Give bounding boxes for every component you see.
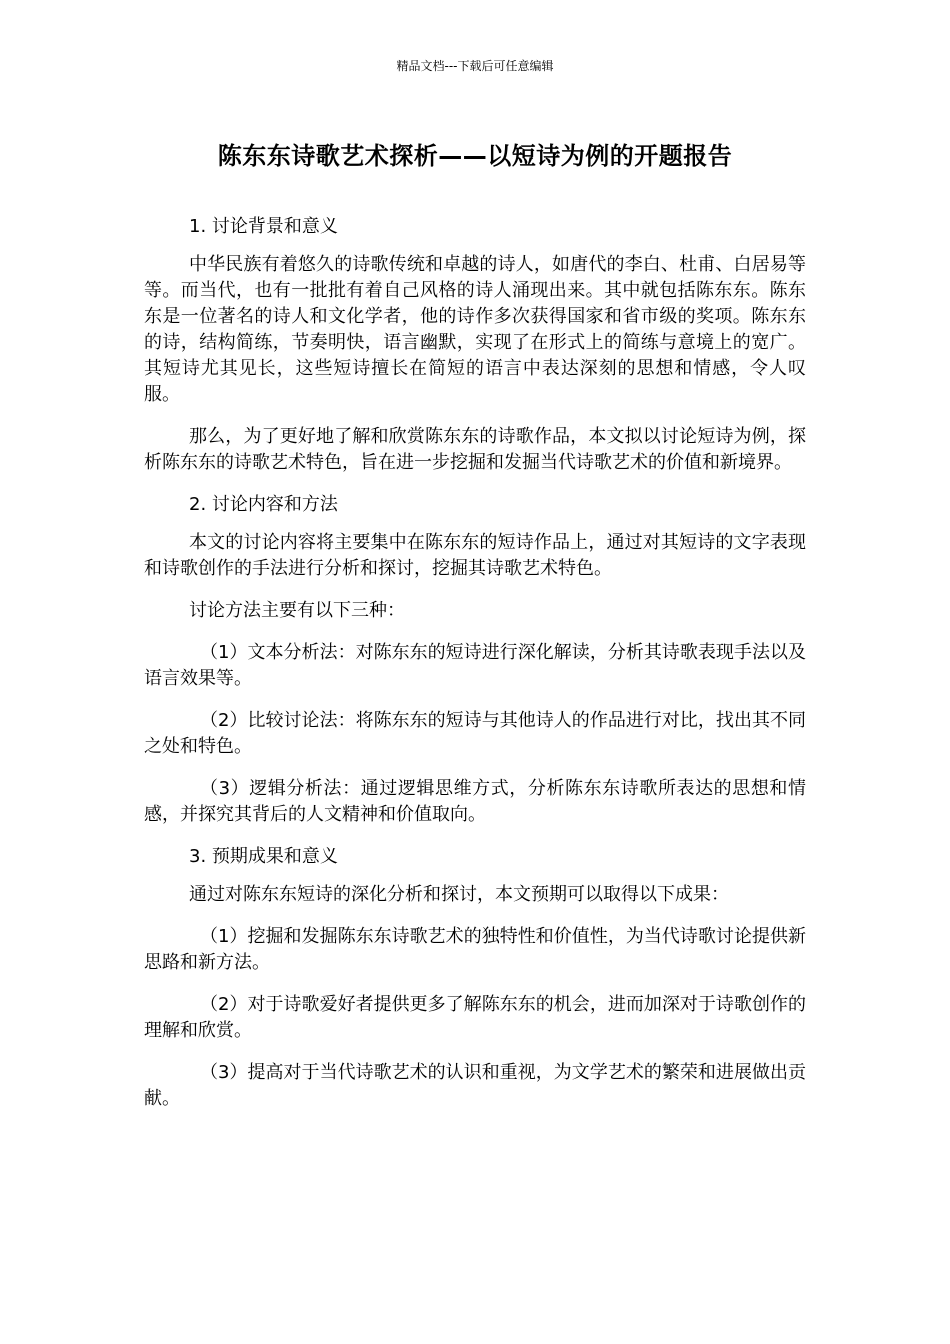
- section-2-paragraph-2: 讨论方法主要有以下三种：: [189, 600, 405, 621]
- document-title: 陈东东诗歌艺术探析——以短诗为例的开题报告: [217, 142, 733, 170]
- section-2-paragraph-1: 本文的讨论内容将主要集中在陈东东的短诗作品上，通过对其短诗的文字表现和诗歌创作的手法进行分析和探讨，挖掘其诗歌艺术特色。: [144, 532, 806, 579]
- page-header: 精品文档---下载后可任意编辑: [396, 59, 554, 73]
- section-2-list-item-3: （3）逻辑分析法：通过逻辑思维方式，分析陈东东诗歌所表达的思想和情感，并探究其背后的人文精神和价值取向。: [144, 778, 806, 825]
- section-3-list-item-3: （3）提高对于当代诗歌艺术的认识和重视，为文学艺术的繁荣和进展做出贡献。: [144, 1062, 806, 1109]
- section-3-heading: 3. 预期成果和意义: [189, 846, 338, 867]
- document-body: [144, 214, 806, 1128]
- section-1-paragraph-1: 中华民族有着悠久的诗歌传统和卓越的诗人，如唐代的李白、杜甫、白居易等等。而当代，也有一批批有着自己风格的诗人涌现出来。其中就包括陈东东。陈东东是一位著名的诗人和文化学者，他的诗作多次获得国家和省市级的奖项。陈东东的诗，结构简练，节奏明快，语言幽默，实现了在形式上的简练与意境上的宽广。其短诗尤其见长，这些短诗擅长在简短的语言中表达深刻的思想和情感，令人叹服。: [144, 254, 806, 405]
- section-3-paragraph-1: 通过对陈东东短诗的深化分析和探讨，本文预期可以取得以下成果：: [189, 884, 729, 905]
- section-2-list-item-2: （2）比较讨论法：将陈东东的短诗与其他诗人的作品进行对比，找出其不同之处和特色。: [144, 710, 806, 757]
- section-2-heading: 2. 讨论内容和方法: [189, 494, 338, 515]
- section-1-heading: 1. 讨论背景和意义: [189, 216, 338, 237]
- section-1-paragraph-2: 那么，为了更好地了解和欣赏陈东东的诗歌作品，本文拟以讨论短诗为例，探析陈东东的诗歌艺术特色，旨在进一步挖掘和发掘当代诗歌艺术的价值和新境界。: [144, 426, 806, 473]
- section-2-list-item-1: （1）文本分析法：对陈东东的短诗进行深化解读，分析其诗歌表现手法以及语言效果等。: [144, 642, 806, 689]
- section-3-list-item-2: （2）对于诗歌爱好者提供更多了解陈东东的机会，进而加深对于诗歌创作的理解和欣赏。: [144, 994, 806, 1041]
- section-3-list-item-1: （1）挖掘和发掘陈东东诗歌艺术的独特性和价值性，为当代诗歌讨论提供新思路和新方法。: [144, 926, 806, 973]
